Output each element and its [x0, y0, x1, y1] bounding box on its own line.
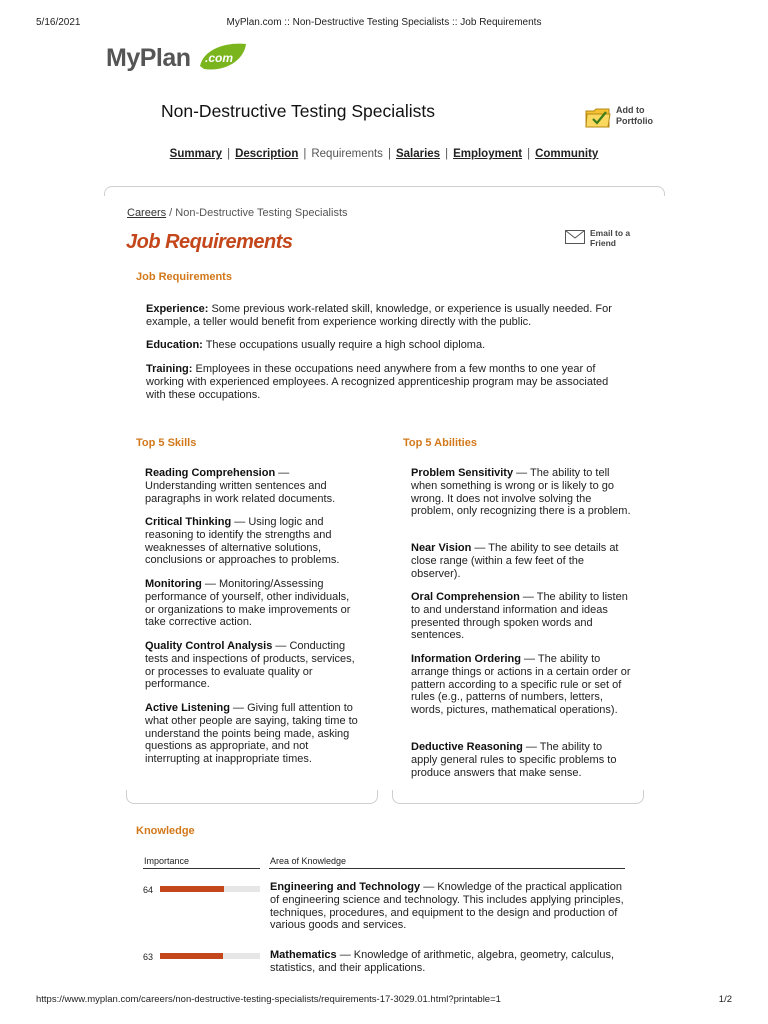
- skill-name: Critical Thinking: [145, 516, 232, 528]
- skill-desc: Using logic and reasoning to identify the strengths and weaknesses of alternative solutions, conclusions or approaches to problems.: [145, 516, 340, 567]
- ability-desc: The ability to listen to and understand information and ideas presented through spoken words and sentences.: [411, 591, 628, 642]
- print-header: [36, 17, 732, 31]
- skill-item: [145, 516, 360, 567]
- nav-summary[interactable]: Summary: [169, 148, 223, 160]
- dash: —: [513, 467, 531, 479]
- training-label: Training:: [146, 363, 193, 375]
- area-header: Area of Knowledge: [270, 856, 347, 866]
- myplan-logo[interactable]: [106, 40, 246, 76]
- dash: —: [336, 949, 354, 961]
- dash: —: [521, 653, 538, 665]
- nav-separator: |: [387, 148, 391, 160]
- experience-text: Some previous work-related skill, knowledge, or experience is usually needed. For example, a teller would benefit from experience working directly with the public.: [146, 303, 612, 328]
- ability-desc: The ability to see details at close range (within a few feet of the observer).: [411, 542, 619, 580]
- page-number: 1/2: [718, 994, 732, 1005]
- importance-header: Importance: [144, 856, 190, 866]
- ability-name: Deductive Reasoning: [411, 741, 523, 753]
- skill-desc: Giving full attention to what other people are saying, taking time to understand the points being made, asking questions as appropriate, and not interrupting at inappropriate times.: [145, 702, 358, 766]
- add-to-portfolio-button[interactable]: [585, 104, 657, 130]
- portfolio-label-2: Portfolio: [616, 116, 653, 126]
- breadcrumb-current: Non-Destructive Testing Specialists: [175, 207, 348, 219]
- nav-description[interactable]: Description: [235, 148, 299, 160]
- folder-check-icon: [585, 106, 611, 128]
- importance-bar-fill: [160, 886, 224, 892]
- skill-name: Quality Control Analysis: [145, 640, 273, 652]
- dash: —: [420, 881, 438, 893]
- ability-item: [411, 542, 631, 580]
- nav-separator: |: [303, 148, 307, 160]
- experience-label: Experience:: [146, 303, 209, 315]
- abilities-title: Top 5 Abilities: [403, 437, 477, 449]
- knowledge-text: Knowledge of the practical application of engineering science and technology. This includes applying principles, techniques, procedures, and equipment to the design and production of various goods and services.: [270, 881, 624, 932]
- section-heading: Job Requirements: [126, 231, 293, 253]
- abilities-box-border: [392, 790, 644, 804]
- logo-suffix: .com: [205, 51, 234, 65]
- ability-desc: The ability to tell when something is wrong or is likely to go wrong. It does not involve solving the problem, only recognizing there is a problem.: [411, 467, 631, 518]
- skill-desc: Monitoring/Assessing performance of yourself, other individuals, or organizations to make improvements or take corrective action.: [145, 578, 351, 629]
- skill-name: Reading Comprehension: [145, 467, 276, 479]
- dash: —: [522, 741, 540, 753]
- dash: —: [471, 542, 489, 554]
- skill-desc: Conducting tests and inspections of products, services, or processes to evaluate quality or performance.: [145, 640, 355, 691]
- breadcrumb-separator: /: [166, 207, 176, 219]
- dash: —: [519, 591, 537, 603]
- page-title: Non-Destructive Testing Specialists: [161, 101, 435, 121]
- career-nav: [0, 148, 768, 160]
- dash: —: [272, 640, 290, 652]
- skill-item: [145, 467, 360, 505]
- nav-salaries[interactable]: Salaries: [395, 148, 441, 160]
- skill-item: [145, 702, 360, 766]
- breadcrumb: [127, 207, 348, 219]
- training-text: Employees in these occupations need anywhere from a few months to one year of working with experienced employees. A recognized apprenticeship program may be associated with these occupations.: [146, 363, 609, 401]
- importance-bar: [160, 886, 260, 892]
- nav-separator: |: [527, 148, 531, 160]
- knowledge-name: Mathematics: [270, 949, 337, 961]
- skill-name: Active Listening: [145, 702, 230, 714]
- ability-desc: The ability to arrange things or actions in a certain order or pattern according to a specific rule or set of rules (e.g., patterns of numbers, letters, words, pictures, mathematical operations).: [411, 653, 631, 717]
- experience-paragraph: [146, 303, 630, 329]
- logo-text: MyPlan: [106, 44, 191, 72]
- print-title: MyPlan.com :: Non-Destructive Testing Specialists :: Job Requirements: [226, 17, 542, 28]
- portfolio-label-1: Add to: [616, 105, 645, 115]
- dash: —: [229, 702, 248, 714]
- skill-desc: Understanding written sentences and paragraphs in work related documents.: [145, 479, 336, 505]
- nav-employment[interactable]: Employment: [453, 148, 523, 160]
- knowledge-name: Engineering and Technology: [270, 881, 421, 893]
- importance-bar-fill: [160, 953, 223, 959]
- header-rule: [143, 868, 260, 869]
- nav-separator: |: [227, 148, 231, 160]
- nav-requirements: Requirements: [311, 148, 383, 160]
- ability-name: Information Ordering: [411, 653, 521, 665]
- skills-title: Top 5 Skills: [136, 437, 197, 449]
- skills-box-border: [126, 790, 378, 804]
- education-label: Education:: [146, 339, 203, 351]
- importance-score: 63: [143, 952, 154, 962]
- email-friend-button[interactable]: [565, 228, 645, 250]
- knowledge-desc: [270, 949, 625, 975]
- skill-item: [145, 578, 360, 629]
- skill-item: [145, 640, 360, 691]
- training-paragraph: [146, 363, 630, 402]
- ability-item: [411, 653, 631, 717]
- email-label-2: Friend: [590, 238, 616, 248]
- education-paragraph: [146, 339, 630, 352]
- ability-item: [411, 591, 631, 642]
- envelope-icon: [565, 230, 585, 244]
- ability-item: [411, 741, 631, 779]
- ability-desc: The ability to apply general rules to specific problems to produce answers that make sense.: [411, 741, 617, 779]
- breadcrumb-careers[interactable]: Careers: [127, 207, 167, 219]
- print-url: https://www.myplan.com/careers/non-destructive-testing-specialists/requirements-17-3029.01.html?printable=1: [36, 994, 501, 1005]
- nav-community[interactable]: Community: [535, 148, 599, 160]
- knowledge-text: Knowledge of arithmetic, algebra, geometry, calculus, statistics, and their applications.: [270, 949, 615, 974]
- ability-name: Oral Comprehension: [411, 591, 520, 603]
- knowledge-title: Knowledge: [136, 825, 195, 837]
- education-text: These occupations usually require a high school diploma.: [205, 339, 486, 351]
- ability-name: Near Vision: [411, 542, 472, 554]
- email-label-1: Email to a: [590, 228, 631, 238]
- header-rule: [269, 868, 625, 869]
- importance-bar: [160, 953, 260, 959]
- nav-separator: |: [445, 148, 449, 160]
- importance-score: 64: [143, 885, 154, 895]
- ability-item: [411, 467, 631, 518]
- job-requirements-title: Job Requirements: [136, 271, 232, 283]
- dash: —: [275, 467, 290, 479]
- print-date: 5/16/2021: [36, 17, 81, 28]
- skill-name: Monitoring: [145, 578, 202, 590]
- ability-name: Problem Sensitivity: [411, 467, 514, 479]
- knowledge-desc: [270, 881, 625, 932]
- content-panel-border: [104, 186, 665, 196]
- dash: —: [231, 516, 249, 528]
- dash: —: [201, 578, 219, 590]
